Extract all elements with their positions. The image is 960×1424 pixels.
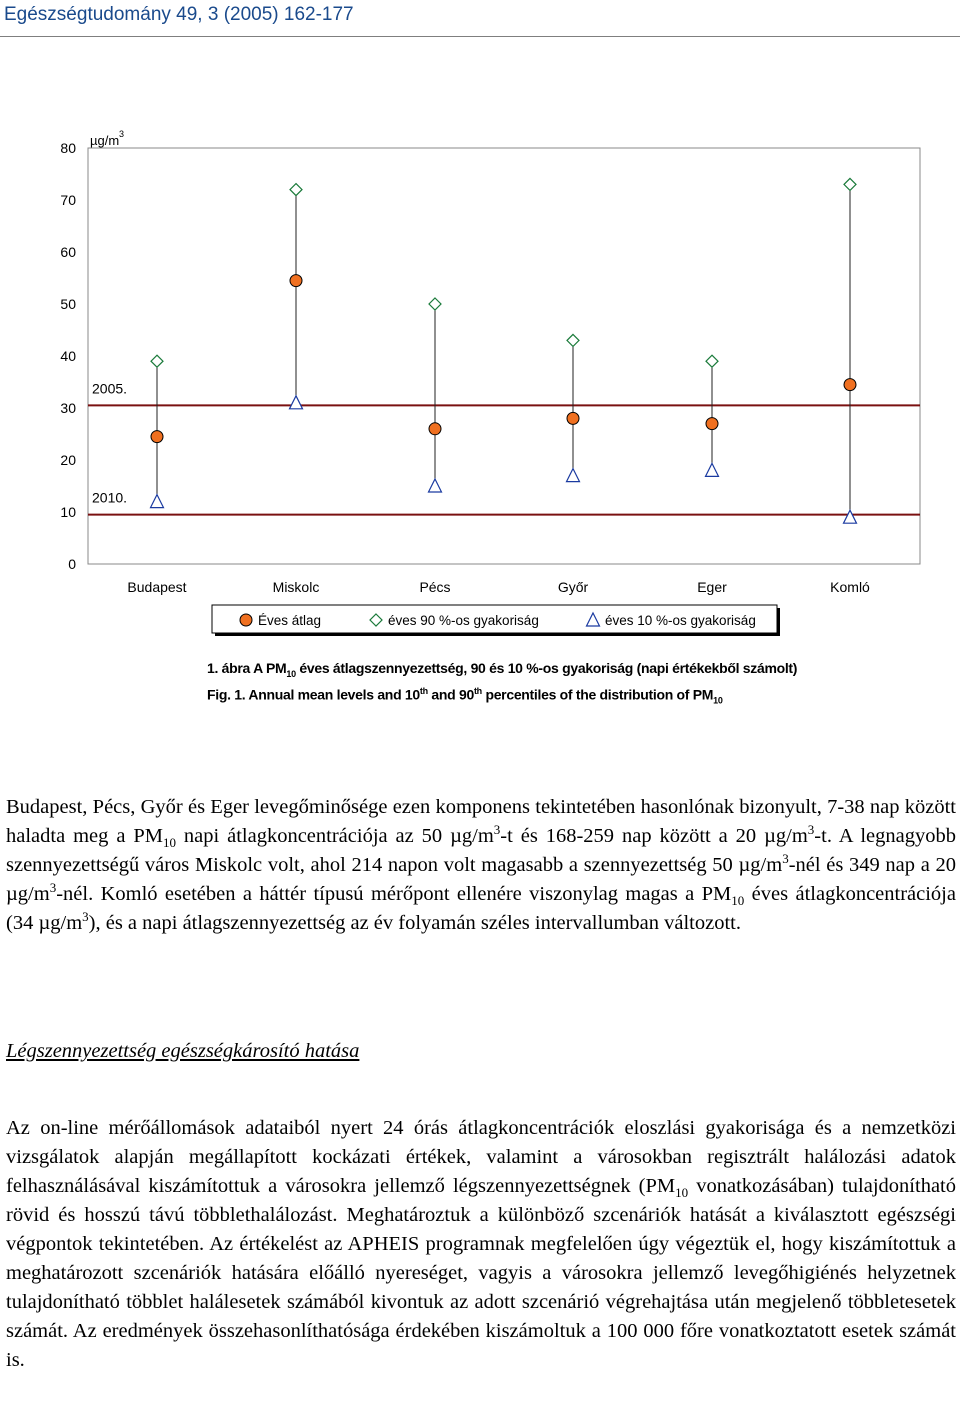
x-category-label: Győr <box>557 579 589 595</box>
paragraph-results: Budapest, Pécs, Győr és Eger levegőminősége ezen komponens tekintetében hasonlónak bizonyult, 7-38 nap között haladta meg a $PM_{10}$ napi átlagkoncentrációja az 50 $\mu g/m^3-t$ és 168-259 nap között a 20 $\mu g/m^3-t$. A legnagyobb szennyezettségű város Miskolc volt, ahol 214 napon volt magasabb a szennyezettség 50 $\mu g/m^3$-nél és 349 nap a 20 $\mu g/m^3$-nél. Komló esetében a háttér típusú mérőpont ellenére viszonylag magas a $PM_{10}$ éves átlagkoncentrációja (34 $\mu g/m^3$), és a napi átlagszennyezettség az év folyamán széles intervallumban változott. <box>6 796 956 934</box>
reference-line-label: 2005. <box>92 380 128 397</box>
journal-header: Egészségtudomány 49, 3 (2005) 162-177 <box>4 4 354 25</box>
mean-point <box>429 423 441 435</box>
x-category-label: Eger <box>697 579 727 595</box>
legend-label: éves 10 %-os gyakoriság <box>605 613 756 628</box>
mean-point <box>706 418 718 430</box>
y-axis-label: µg/m <box>90 133 120 148</box>
paragraph-methods: Az on-line mérőállomások adataiból nyert 24 órás átlagkoncentrációk eloszlási gyakorisága és a nemzetközi vizsgálatok alapján megállapított kockázati értékek, valamint a városokban regisztrált halálozási adatok felhasználásával kiszámítottuk a városokra jellemző légszennyezettségnek ($PM_{10}$ vonatkozásában) tulajdonítható rövid és hosszú távú többlethalálozást. Meghatároztuk a különböző szcenáriók hatását a kiválasztott egészségi végpontok tekintetében. Az értékelést az APHEIS programnak megfelelően úgy végeztük el, hogy kiszámítottuk a meghatározott szcenáriók hatására előálló nyereséget, vagyis a városokra jellemző levegőhigiénés helyzetnek tulajdonítható többlet halálesetek számából kivontuk az adott szcenárió végrehajtása után megjelenő többletesetek számát. Az eredmények összehasonlíthatósága érdekében kiszámoltuk a 100 000 főre vonatkoztatott esetek számát is. <box>6 1117 956 1371</box>
legend-marker <box>240 614 252 626</box>
pm10-chart <box>0 120 960 650</box>
figure-caption-hu: 1. ábra A $PM_{10}$ éves átlagszennyezettség, 90 és 10 %-os gyakoriság (napi értékekből számolt) <box>207 660 798 679</box>
y-tick-label: 10 <box>60 504 76 520</box>
y-tick-label: 60 <box>60 244 76 260</box>
section-title: Légszennyezettség egészségkárosító hatása <box>6 1040 360 1062</box>
x-category-label: Miskolc <box>272 579 320 595</box>
y-tick-label: 0 <box>68 556 76 572</box>
x-category-label: Pécs <box>419 579 451 595</box>
mean-point <box>290 275 302 287</box>
x-category-label: Budapest <box>127 579 187 595</box>
y-tick-label: 50 <box>60 296 76 312</box>
legend-label: éves 90 %-os gyakoriság <box>388 613 539 628</box>
x-category-label: Komló <box>830 579 870 595</box>
mean-point <box>844 379 856 391</box>
y-tick-label: 20 <box>60 452 76 468</box>
legend-label: Éves átlag <box>258 613 322 628</box>
figure-caption-en: Fig. 1. Annual mean levels and 10th and 90th percentiles of the distribution of $PM_{10}$ <box>207 686 723 706</box>
y-axis-label-sup: 3 <box>119 129 125 139</box>
reference-line-label: 2010. <box>92 489 128 506</box>
y-tick-label: 80 <box>60 140 76 156</box>
y-tick-label: 40 <box>60 348 76 364</box>
y-tick-label: 30 <box>60 400 76 416</box>
y-tick-label: 70 <box>60 192 76 208</box>
mean-point <box>151 431 163 443</box>
plot-area <box>88 148 920 564</box>
mean-point <box>567 412 579 424</box>
header-divider <box>0 36 960 37</box>
